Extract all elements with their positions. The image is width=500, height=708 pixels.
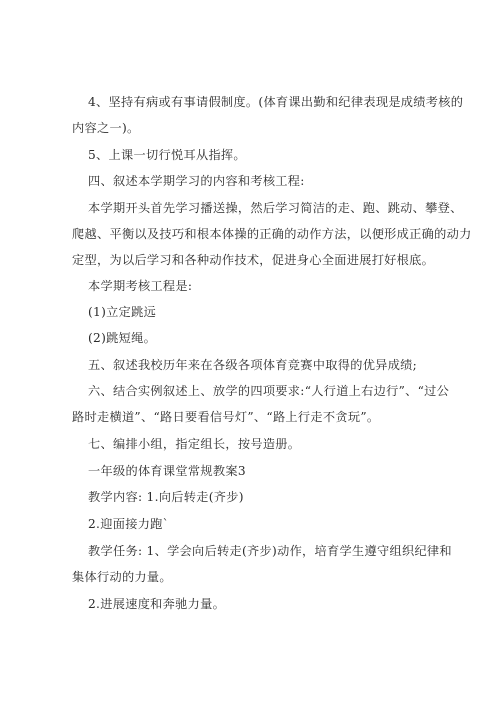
list-item-jump-rope: [88, 325, 440, 351]
text-line: 教学任务: 1、学会向后转走(齐步)动作，培育学生遵守组织纪律和: [88, 544, 452, 558]
text-line: 教学内容: 1.向后转走(齐步): [88, 490, 244, 504]
text-line: 本学期开头首先学习播送操，然后学习简洁的走、跑、跳动、攀登、: [88, 201, 463, 215]
teaching-task-item-2: [88, 591, 440, 617]
text-line: 4、坚持有病或有事请假制度。(体育课出勤和纪律表现是成绩考核的: [88, 95, 464, 109]
text-line: (1)立定跳远: [88, 305, 157, 319]
teaching-content-item-2: [88, 511, 440, 537]
section-heading-groups: [88, 431, 440, 457]
paragraph-semester-plan: [72, 195, 472, 273]
text-line: 路时走横道”、“路日要看信号灯”、“路上行走不贪玩”。: [72, 410, 380, 424]
text-line: 集体行动的力量。: [72, 570, 172, 584]
lesson-title: [88, 458, 440, 484]
teaching-task: [72, 538, 452, 590]
text-line: 2.进展速度和奔驰力量。: [88, 597, 226, 611]
text-line: (2)跳短绳。: [88, 331, 157, 345]
text-line: 一年级的体育课堂常规教案3: [88, 464, 246, 478]
section-heading-safety-rules: [72, 378, 450, 430]
list-item-standing-jump: [88, 299, 440, 325]
text-line: 七、编排小组，指定组长，按号造册。: [88, 437, 301, 451]
paragraph-leave-rule: [72, 89, 464, 141]
paragraph-obey-command: [88, 142, 440, 168]
text-line: 五、叙述我校历年来在各级各项体育竞赛中取得的优异成绩;: [88, 358, 418, 372]
text-line: 内容之一)。: [72, 121, 140, 135]
text-line: 定型，为以后学习和各种动作技术，促进身心全面进展打好根底。: [72, 253, 435, 267]
section-heading-achievements: [88, 352, 440, 378]
section-heading-content-assessment: [88, 168, 440, 194]
text-line: 本学期考核工程是:: [88, 279, 193, 293]
text-line: 六、结合实例叙述上、放学的四项要求:“人行道上右边行”、“过公: [88, 384, 450, 398]
text-line: 爬越、平衡以及技巧和根本体操的正确的动作方法，以便形成正确的动力: [72, 227, 472, 241]
teaching-content: [88, 484, 440, 510]
text-line: 2.迎面接力跑`: [88, 517, 170, 531]
paragraph-assessment-items: [88, 273, 440, 299]
text-line: 四、叙述本学期学习的内容和考核工程:: [88, 174, 305, 188]
text-line: 5、上课一切行悦耳从指挥。: [88, 148, 246, 162]
